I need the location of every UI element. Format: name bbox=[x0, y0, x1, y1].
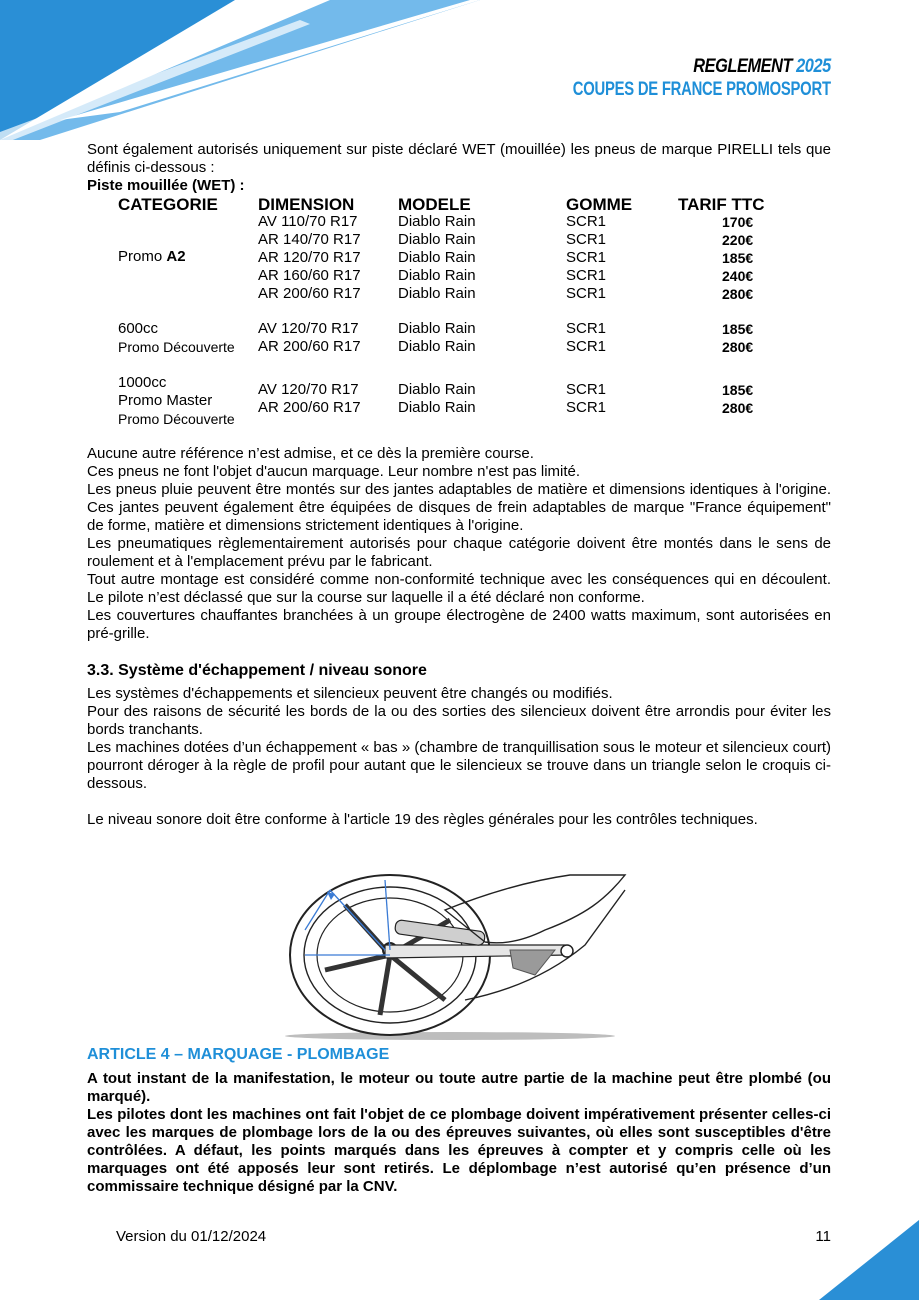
table-cell-modele: Diablo Rain bbox=[398, 213, 476, 230]
table-cell-dimension: AR 120/70 R17 bbox=[258, 249, 361, 266]
header-tarif: TARIF TTC bbox=[678, 195, 765, 214]
table-cell-tarif: 280€ bbox=[722, 286, 754, 302]
rule-paragraph: Les pneus pluie peuvent être montés sur des jantes adaptables de matière et dimensions identiques à l'origine. Ces jantes peuvent également être équipées de disques de frein adaptables de marque "France équipement" de forme, matière et dimensions strictement identiques à l'origine. bbox=[87, 481, 831, 534]
table-cell-dimension: AR 200/60 R17 bbox=[258, 338, 361, 355]
header-reglement: REGLEMENT bbox=[693, 56, 793, 77]
header-year: 2025 bbox=[796, 56, 831, 77]
table-cell-tarif: 240€ bbox=[722, 268, 754, 284]
header-dimension: DIMENSION bbox=[258, 195, 355, 214]
category-1000cc: 1000cc bbox=[118, 374, 167, 391]
rule-paragraph: Ces pneus ne font l'objet d'aucun marquage. Leur nombre n'est pas limité. bbox=[87, 463, 581, 480]
table-cell-dimension: AR 140/70 R17 bbox=[258, 231, 361, 248]
category-promo-decouverte: Promo Découverte bbox=[118, 411, 235, 427]
table-cell-dimension: AV 120/70 R17 bbox=[258, 381, 359, 398]
table-cell-modele: Diablo Rain bbox=[398, 320, 476, 337]
motorcycle-rear-wheel-sketch-icon bbox=[285, 850, 635, 1045]
wet-label: Piste mouillée (WET) : bbox=[87, 177, 245, 194]
table-cell-modele: Diablo Rain bbox=[398, 399, 476, 416]
article-paragraph: A tout instant de la manifestation, le moteur ou toute autre partie de la machine peut être plombé (ou marqué). bbox=[87, 1070, 831, 1105]
table-cell-modele: Diablo Rain bbox=[398, 231, 476, 248]
rule-paragraph: Tout autre montage est considéré comme non-conformité technique avec les conséquences qui en découlent. Le pilote n’est déclassé que sur la course sur laquelle il a été déclaré non conforme. bbox=[87, 571, 831, 606]
table-cell-gomme: SCR1 bbox=[566, 249, 607, 266]
table-cell-dimension: AR 160/60 R17 bbox=[258, 267, 361, 284]
category-prefix: Promo bbox=[118, 248, 167, 265]
table-cell-gomme: SCR1 bbox=[566, 285, 607, 302]
table-cell-tarif: 185€ bbox=[722, 382, 754, 398]
table-cell-tarif: 170€ bbox=[722, 214, 754, 230]
rule-paragraph: Les couvertures chauffantes branchées à un groupe électrogène de 2400 watts maximum, sont autorisées en pré-grille. bbox=[87, 607, 831, 642]
rule-paragraph: Les pneumatiques règlementairement autorisés pour chaque catégorie doivent être montés dans le sens de roulement et à l'emplacement prévu par le fabricant. bbox=[87, 535, 831, 570]
section-paragraph: Les machines dotées d’un échappement « bas » (chambre de tranquillisation sous le moteur et silencieux court) pourront déroger à la règle de profil pour autant que le silencieux se trouve dans un triangle selon le croquis ci-dessous. bbox=[87, 739, 831, 792]
table-cell-gomme: SCR1 bbox=[566, 338, 607, 355]
rule-paragraph: Aucune autre référence n’est admise, et ce dès la première course. bbox=[87, 445, 534, 462]
header-stripes-decoration bbox=[0, 0, 480, 145]
table-cell-modele: Diablo Rain bbox=[398, 249, 476, 266]
article-paragraph: Les pilotes dont les machines ont fait l'objet de ce plombage doivent impérativement présenter celles-ci avec les marques de plombage lors de la ou des épreuves suivantes, où elles sont susceptibles d'être contrôlées. A défaut, les points marqués dans les épreuves à compter et y compris celle où les marquages ont été apposés leur sont retirés. Le déplombage n’est autorisé qu’en présence d’un commissaire technique désigné par la CNV. bbox=[87, 1106, 831, 1195]
category-promo-decouverte: Promo Découverte bbox=[118, 339, 235, 355]
rules-block bbox=[87, 445, 831, 643]
table-cell-gomme: SCR1 bbox=[566, 320, 607, 337]
document-header bbox=[500, 56, 831, 102]
table-cell-tarif: 185€ bbox=[722, 250, 754, 266]
table-cell-tarif: 185€ bbox=[722, 321, 754, 337]
table-cell-modele: Diablo Rain bbox=[398, 285, 476, 302]
section-paragraph: Pour des raisons de sécurité les bords de la ou des sorties des silencieux doivent être arrondis pour éviter les bords tranchants. bbox=[87, 703, 831, 738]
table-cell-tarif: 280€ bbox=[722, 400, 754, 416]
table-cell-gomme: SCR1 bbox=[566, 399, 607, 416]
header-modele: MODELE bbox=[398, 195, 471, 214]
header-title bbox=[547, 56, 831, 78]
section-33-block bbox=[87, 685, 831, 829]
table-cell-modele: Diablo Rain bbox=[398, 381, 476, 398]
article-title: ARTICLE 4 – MARQUAGE - PLOMBAGE bbox=[87, 1046, 390, 1063]
noise-paragraph: Le niveau sonore doit être conforme à l'article 19 des règles générales pour les contrôles techniques. bbox=[87, 811, 758, 828]
table-cell-dimension: AV 120/70 R17 bbox=[258, 320, 359, 337]
table-cell-gomme: SCR1 bbox=[566, 267, 607, 284]
category-promo-a2 bbox=[118, 248, 186, 266]
table-cell-modele: Diablo Rain bbox=[398, 267, 476, 284]
table-cell-dimension: AV 110/70 R17 bbox=[258, 213, 358, 230]
table-cell-tarif: 280€ bbox=[722, 339, 754, 355]
page-number: 11 bbox=[815, 1228, 831, 1245]
section-paragraph: Les systèmes d'échappements et silencieux peuvent être changés ou modifiés. bbox=[87, 685, 613, 702]
category-bold: A2 bbox=[166, 248, 186, 265]
footer-corner-decoration bbox=[819, 1220, 919, 1300]
category-promo-master: Promo Master bbox=[118, 392, 213, 409]
table-cell-tarif: 220€ bbox=[722, 232, 754, 248]
table-cell-modele: Diablo Rain bbox=[398, 338, 476, 355]
table-cell-dimension: AR 200/60 R17 bbox=[258, 285, 361, 302]
footer-version: Version du 01/12/2024 bbox=[116, 1228, 267, 1245]
header-categorie: CATEGORIE bbox=[118, 195, 218, 214]
category-600cc: 600cc bbox=[118, 320, 159, 337]
table-cell-dimension: AR 200/60 R17 bbox=[258, 399, 361, 416]
table-cell-gomme: SCR1 bbox=[566, 213, 607, 230]
header-gomme: GOMME bbox=[566, 195, 633, 214]
section-title: 3.3. Système d'échappement / niveau sonore bbox=[87, 662, 427, 679]
table-cell-gomme: SCR1 bbox=[566, 231, 607, 248]
intro-block bbox=[87, 141, 831, 195]
table-cell-gomme: SCR1 bbox=[566, 381, 607, 398]
intro-text: Sont également autorisés uniquement sur piste déclaré WET (mouillée) les pneus de marque PIRELLI tels que définis ci-dessous : bbox=[87, 141, 831, 176]
article-4-block bbox=[87, 1070, 831, 1196]
header-subtitle: COUPES DE FRANCE PROMOSPORT bbox=[573, 79, 831, 100]
